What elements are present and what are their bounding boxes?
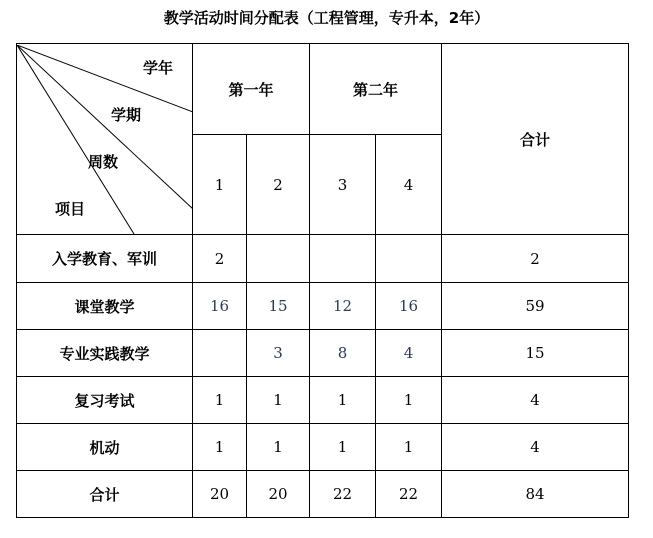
diagonal-label-year: 学年 — [143, 58, 174, 77]
row-item-label: 课堂教学 — [17, 283, 193, 330]
row-total: 4 — [442, 377, 629, 424]
diagonal-header-cell — [17, 44, 193, 235]
cell-term-4 — [376, 235, 442, 283]
cell-term-3: 8 — [310, 330, 376, 377]
cell-term-2 — [247, 235, 310, 283]
time-allocation-table — [16, 43, 629, 518]
header-row-years — [17, 44, 629, 135]
cell-term-4: 22 — [376, 471, 442, 518]
cell-term-3: 22 — [310, 471, 376, 518]
cell-term-2: 20 — [247, 471, 310, 518]
table-row — [17, 424, 629, 471]
term-header-2: 2 — [247, 135, 310, 235]
year-header-2: 第二年 — [310, 44, 442, 135]
cell-term-1 — [193, 330, 247, 377]
row-item-label: 合计 — [17, 471, 193, 518]
cell-term-4: 1 — [376, 424, 442, 471]
cell-term-4: 4 — [376, 330, 442, 377]
term-header-1: 1 — [193, 135, 247, 235]
cell-term-2: 1 — [247, 377, 310, 424]
term-header-3: 3 — [310, 135, 376, 235]
cell-term-3: 1 — [310, 424, 376, 471]
cell-term-1: 1 — [193, 377, 247, 424]
cell-term-3: 1 — [310, 377, 376, 424]
table-title: 教学活动时间分配表（工程管理，专升本，2年） — [163, 9, 490, 27]
cell-term-2: 15 — [247, 283, 310, 330]
row-total: 84 — [442, 471, 629, 518]
cell-term-4: 1 — [376, 377, 442, 424]
cell-term-3 — [310, 235, 376, 283]
diagonal-label-item: 项目 — [55, 199, 86, 218]
cell-term-1: 2 — [193, 235, 247, 283]
row-total: 2 — [442, 235, 629, 283]
diagonal-label-term: 学期 — [111, 105, 142, 124]
cell-term-3: 12 — [310, 283, 376, 330]
table-row — [17, 235, 629, 283]
row-item-label: 机动 — [17, 424, 193, 471]
cell-term-1: 1 — [193, 424, 247, 471]
row-item-label: 复习考试 — [17, 377, 193, 424]
cell-term-1: 16 — [193, 283, 247, 330]
year-header-1: 第一年 — [193, 44, 310, 135]
diagonal-label-weeks: 周数 — [88, 152, 119, 171]
cell-term-1: 20 — [193, 471, 247, 518]
row-item-label: 专业实践教学 — [17, 330, 193, 377]
diagonal-header — [17, 45, 193, 234]
table-row — [17, 330, 629, 377]
row-total: 15 — [442, 330, 629, 377]
table-row — [17, 283, 629, 330]
cell-term-2: 1 — [247, 424, 310, 471]
row-total: 59 — [442, 283, 629, 330]
term-header-4: 4 — [376, 135, 442, 235]
table-row-total — [17, 471, 629, 518]
row-total: 4 — [442, 424, 629, 471]
total-header: 合计 — [442, 44, 629, 235]
row-item-label: 入学教育、军训 — [17, 235, 193, 283]
cell-term-2: 3 — [247, 330, 310, 377]
table-row — [17, 377, 629, 424]
cell-term-4: 16 — [376, 283, 442, 330]
